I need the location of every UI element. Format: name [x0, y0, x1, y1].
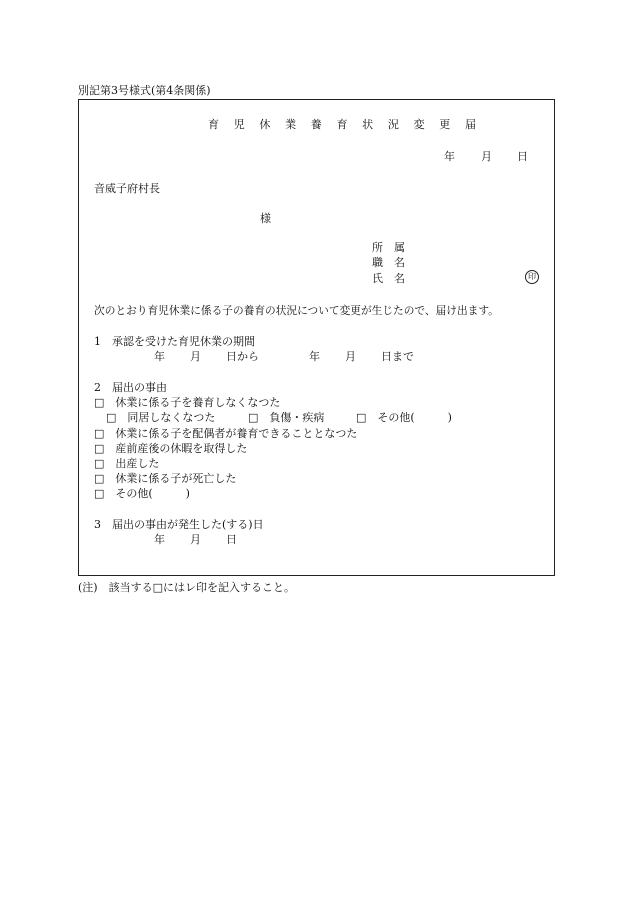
reason-item-not-raising: □ 休業に係る子を養育しなくなつた — [94, 396, 281, 409]
period-from-day: 日から — [226, 350, 259, 363]
reason-item-spouse-can-raise: □ 休業に係る子を配偶者が養育できることとなつた — [94, 427, 358, 440]
reason-sub-other: □ その他( ) — [356, 411, 452, 424]
applicant-affiliation-label: 所 属 — [372, 241, 405, 254]
occurrence-day: 日 — [226, 533, 237, 546]
occurrence-year: 年 — [154, 533, 165, 546]
section1-heading: 1 承認を受けた育児休業の期間 — [94, 335, 255, 348]
period-to-day: 日まで — [381, 350, 414, 363]
seal-mark: 印 — [525, 270, 539, 284]
form-title: 育 児 休 業 養 育 状 況 変 更 届 — [208, 118, 482, 131]
reason-item-maternity-leave: □ 産前産後の休暇を取得した — [94, 442, 248, 455]
form-number-label: 別記第3号様式(第4条関係) — [78, 84, 211, 97]
date-day: 日 — [517, 150, 528, 163]
applicant-name-label: 氏 名 — [372, 272, 405, 285]
date-year: 年 — [444, 150, 455, 163]
reason-item-child-died: □ 休業に係る子が死亡した — [94, 472, 237, 485]
reason-sub-injury-illness: □ 負傷・疾病 — [248, 411, 325, 424]
period-from-month: 月 — [190, 350, 201, 363]
date-month: 月 — [481, 150, 492, 163]
reason-sub-not-cohabiting: □ 同居しなくなつた — [106, 411, 216, 424]
reason-item-other: □ その他( ) — [94, 487, 190, 500]
occurrence-month: 月 — [190, 533, 201, 546]
period-from-year: 年 — [154, 350, 165, 363]
addressee-honorific: 様 — [260, 212, 271, 225]
period-to-month: 月 — [345, 350, 356, 363]
period-to-year: 年 — [309, 350, 320, 363]
addressee-name: 音威子府村長 — [94, 182, 160, 195]
section3-heading: 3 届出の事由が発生した(する)日 — [94, 518, 264, 531]
section2-heading: 2 届出の事由 — [94, 381, 167, 394]
intro-text: 次のとおり育児休業に係る子の養育の状況について変更が生じたので、届け出ます。 — [94, 304, 499, 317]
applicant-position-label: 職 名 — [372, 256, 405, 269]
reason-item-gave-birth: □ 出産した — [94, 457, 160, 470]
footnote: (注) 該当する□にはレ印を記入すること。 — [78, 581, 295, 594]
